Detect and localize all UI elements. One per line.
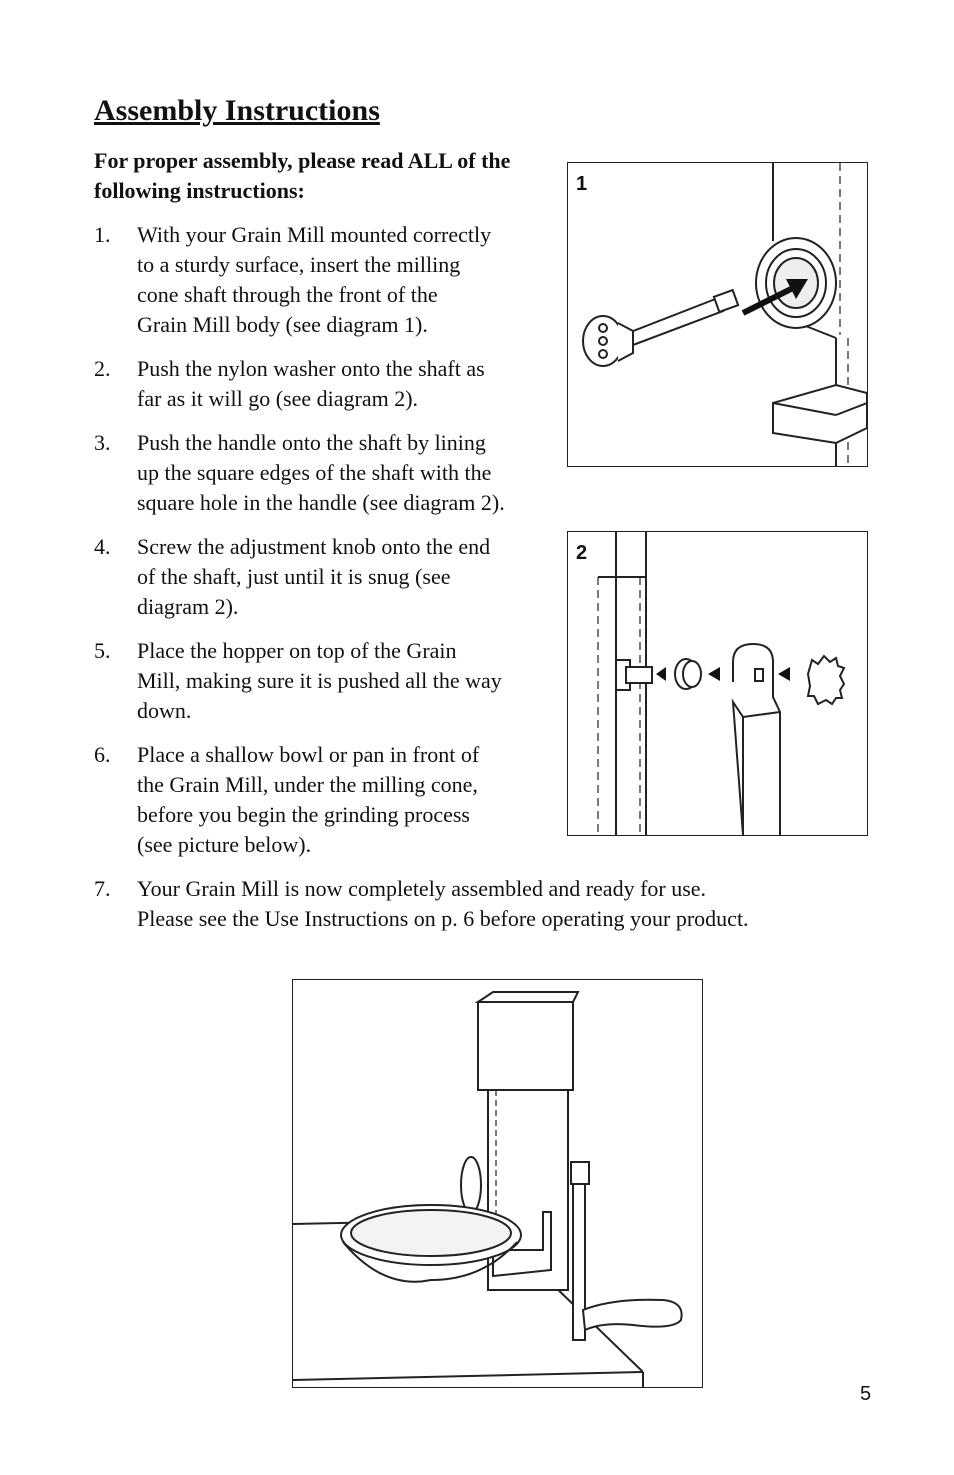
- step-number: 5.: [94, 638, 111, 663]
- step-text: [137, 874, 749, 934]
- step-number: 4.: [94, 534, 111, 559]
- step-line: Push the nylon washer onto the shaft as: [137, 356, 485, 381]
- diagram-1-illustration: [568, 163, 867, 466]
- diagram-2-illustration: [568, 532, 867, 835]
- step-line: Your Grain Mill is now completely assembled and ready for use.: [137, 876, 707, 901]
- intro-text: For proper assembly, please read ALL of the following instructions:: [94, 148, 511, 203]
- diagram-label: 1: [576, 173, 588, 195]
- step-number: 7.: [94, 876, 111, 901]
- step-text: [137, 220, 491, 340]
- step-text: [137, 740, 479, 860]
- assembled-mill-picture: [292, 979, 703, 1388]
- step-text: [137, 532, 490, 622]
- step-line: the Grain Mill, under the milling cone,: [137, 772, 478, 797]
- step-text: [137, 428, 505, 518]
- step-line: Push the handle onto the shaft by lining: [137, 430, 486, 455]
- step-text: [137, 636, 502, 726]
- step-line: far as it will go (see diagram 2).: [137, 386, 419, 411]
- step-text: [137, 354, 485, 414]
- page-title: Assembly Instructions: [94, 94, 380, 127]
- assembled-mill-illustration: [293, 980, 702, 1387]
- step-line: up the square edges of the shaft with the: [137, 460, 492, 485]
- step-line: of the shaft, just until it is snug (see: [137, 564, 451, 589]
- step-line: (see picture below).: [137, 832, 312, 857]
- step-number: 2.: [94, 356, 111, 381]
- step-number: 1.: [94, 222, 111, 247]
- step-line: With your Grain Mill mounted correctly: [137, 222, 492, 247]
- step-line: down.: [137, 698, 192, 723]
- step-line: Place a shallow bowl or pan in front of: [137, 742, 480, 767]
- diagram-label: 2: [576, 542, 588, 564]
- step-number: 6.: [94, 742, 111, 767]
- step-number: 3.: [94, 430, 111, 455]
- step-line: Place the hopper on top of the Grain: [137, 638, 457, 663]
- diagram-1: [567, 162, 868, 467]
- step-line: to a sturdy surface, insert the milling: [137, 252, 461, 277]
- step-line: Screw the adjustment knob onto the end: [137, 534, 491, 559]
- step-line: diagram 2).: [137, 594, 239, 619]
- step-line: Please see the Use Instructions on p. 6 before operating your product.: [137, 906, 749, 931]
- page-number: 5: [860, 1383, 872, 1405]
- step-line: Mill, making sure it is pushed all the way: [137, 668, 502, 693]
- step-line: before you begin the grinding process: [137, 802, 470, 827]
- diagram-2: [567, 531, 868, 836]
- step-line: square hole in the handle (see diagram 2).: [137, 490, 505, 515]
- step-line: cone shaft through the front of the: [137, 282, 438, 307]
- step-line: Grain Mill body (see diagram 1).: [137, 312, 428, 337]
